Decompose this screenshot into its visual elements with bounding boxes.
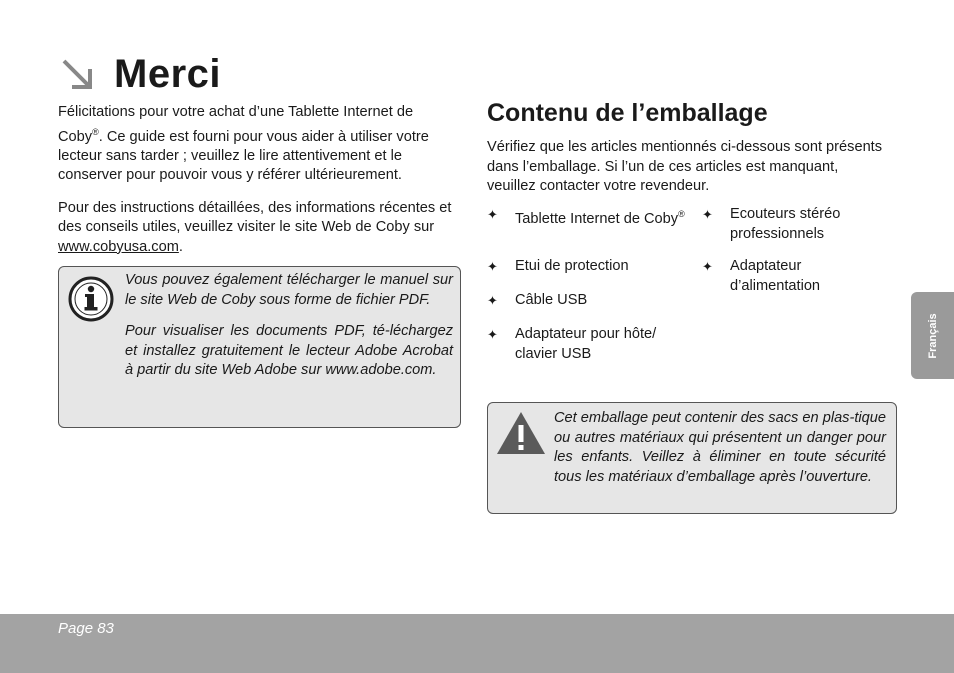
item-label: Câble USB [515, 292, 588, 308]
page-title: Merci [114, 52, 221, 96]
warning-icon [494, 409, 548, 457]
package-contents-heading: Contenu de l’emballage [487, 99, 768, 127]
list-item [487, 257, 685, 277]
list-item [487, 205, 685, 229]
bullet-icon: ✦ [487, 207, 498, 222]
list-item [487, 291, 685, 311]
package-contents-list [487, 205, 897, 375]
item-label: Ecouteurs stéréo professionnels [730, 206, 841, 242]
south-east-arrow-icon [58, 55, 98, 95]
intro-text-a: Félicitations pour votre achat d’une Tablette Internet de Coby [58, 104, 414, 145]
registered-mark: ® [92, 126, 99, 137]
bullet-icon: ✦ [487, 327, 498, 342]
package-contents-intro: Vérifiez que les articles mentionnés ci-dessous sont présents dans l’emballage. Si l’un de ces articles est manquant, veuillez contacter votre revendeur. [487, 139, 883, 194]
item-label: Adaptateur pour hôte/ clavier USB [515, 326, 657, 362]
intro-text-b: . Ce guide est fourni pour vous aider à utiliser votre lecteur sans tarder ; veuillez le lire attentivement et le conserver pour pouvoir vous y référer ultérieurement. [58, 128, 429, 184]
list-item [487, 325, 680, 364]
item-label: Adaptateur d’alimentation [730, 258, 821, 294]
language-tab[interactable] [911, 292, 954, 379]
item-label: Tablette Internet de Coby [515, 210, 679, 227]
website-paragraph [58, 199, 460, 258]
website-text-b: . [178, 238, 183, 255]
bullet-icon: ✦ [702, 259, 713, 274]
website-link[interactable]: www.cobyusa.com [58, 238, 179, 255]
list-item-text [515, 205, 685, 229]
website-text-a: Pour des instructions détaillées, des informations récentes et des conseils utiles, veuillez visiter le site Web de Coby sur [58, 199, 452, 236]
info-note-box [58, 266, 461, 428]
warning-note-box [487, 402, 897, 514]
language-tab-label: Français [926, 312, 939, 359]
info-icon [67, 275, 115, 323]
page-footer [0, 614, 954, 673]
page-number: Page 83 [58, 620, 114, 637]
warning-note-text: Cet emballage peut contenir des sacs en plas-tique ou autres matériaux qui présentent un danger pour les enfants. Veillez à éliminer en toute sécurité tous les matériaux d’emballage après l’ouverture. [554, 410, 886, 485]
list-item [702, 205, 880, 244]
info-note-line-2: Pour visualiser les documents PDF, té-léchargez et installez gratuitement le lecteur Adobe Acrobat à partir du site Web Adobe sur www.adobe.com. [125, 323, 453, 378]
intro-paragraph [58, 103, 460, 186]
item-label: Etui de protection [515, 258, 629, 274]
list-item [702, 257, 860, 296]
info-note-text [125, 271, 453, 393]
bullet-icon: ✦ [487, 293, 498, 308]
registered-mark: ® [678, 209, 685, 219]
page-header [58, 52, 221, 97]
bullet-icon: ✦ [702, 207, 713, 222]
intro-column [58, 103, 460, 270]
info-note-line-1: Vous pouvez également télécharger le manuel sur le site Web de Coby sous forme de fichier PDF. [125, 272, 453, 308]
bullet-icon: ✦ [487, 259, 498, 274]
